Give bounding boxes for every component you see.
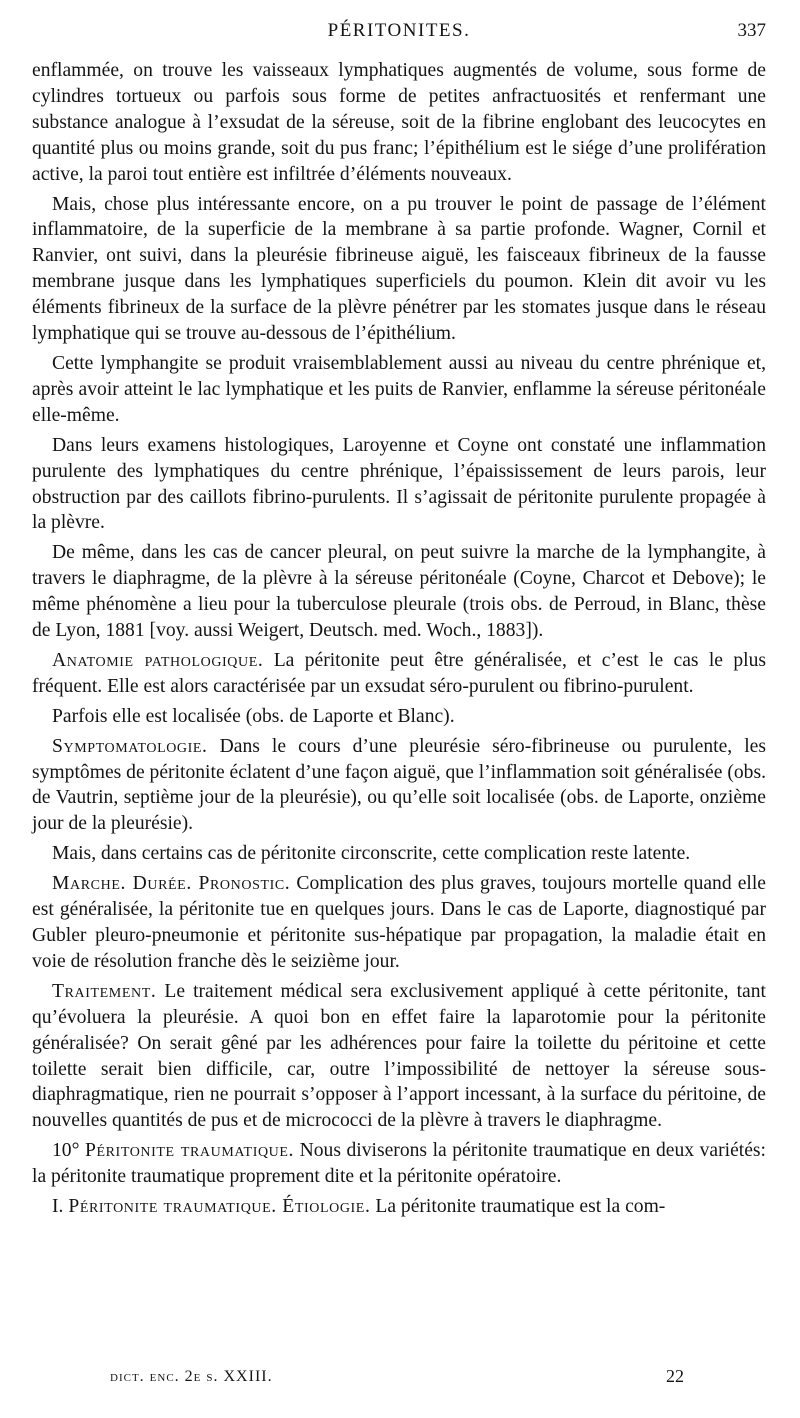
body-text	[32, 58, 766, 1224]
section-heading: Traitement.	[52, 980, 157, 1002]
paragraph-text: La péritonite traumatique est la com-	[370, 1196, 666, 1218]
section-marche-duree-pronostic	[32, 871, 766, 975]
section-peritonite-traumatique-etiologie	[32, 1194, 766, 1220]
running-head	[32, 20, 766, 46]
sheet-number: 22	[666, 1366, 684, 1386]
section-heading: Péritonite traumatique. Étiologie.	[68, 1196, 371, 1218]
paragraph-2	[32, 192, 766, 347]
paragraph-text: Cette lymphangite se produit vraisemblablement aussi au niveau du centre phrénique et, après avoir atteint le lac lymphatique et les puits de Ranvier, enflamme la séreuse péritonéale elle-même.	[32, 352, 766, 426]
paragraph-1	[32, 58, 766, 188]
paragraph-text: Complication des plus graves, toujours mortelle quand elle est généralisée, la péritonite tue en quelques jours. Dans le cas de Laporte, diagnostiqué par Gubler pleuro-pneumonie et péritonite sus-hépatique par propagation, la maladie était en voie de résolution franche dès le seizième jour.	[32, 873, 766, 972]
document-page	[32, 0, 766, 1418]
paragraph-text: Nous diviserons la péritonite traumatique en deux variétés: la péritonite traumatique proprement dite et la péritonite opératoire.	[32, 1140, 767, 1188]
paragraph-text: Mais, dans certains cas de péritonite circonscrite, cette complication reste latente.	[52, 843, 691, 865]
paragraph-5	[32, 540, 766, 644]
section-peritonite-traumatique	[32, 1138, 766, 1190]
paragraph-text: Dans le cours d’une pleurésie séro-fibrineuse ou purulente, les symptômes de péritonite éclatent d’une façon aiguë, que l’inflammation soit généralisée (obs. de Vautrin, septième jour de la pleurésie), ou qu’elle soit localisée (obs. de Laporte, onzième jour de la pleurésie).	[32, 735, 766, 835]
signature-mark: dict. enc. 2e s. XXIII.	[110, 1368, 273, 1385]
paragraph-text: Mais, chose plus intéressante encore, on a pu trouver le point de passage de l’élément inflammatoire, de la superficie de la membrane à sa partie profonde. Wagner, Cornil et Ranvier, ont suivi, dans la pleurésie fibrineuse aiguë, les faisceaux fibrineux de la fausse membrane jusque dans les lymphatiques superficiels du poumon. Klein dit avoir vu les éléments fibrineux de la surface de la plèvre pénétrer par les stomates jusque dans le réseau lymphatique qui se trouve au-dessous de l’épithélium.	[32, 193, 766, 345]
paragraph-4	[32, 433, 766, 537]
section-number: 10°	[52, 1140, 85, 1162]
section-anatomie-pathologique	[32, 648, 766, 700]
paragraph-text: De même, dans les cas de cancer pleural, on peut suivre la marche de la lymphangite, à travers le diaphragme, de la plèvre à la séreuse péritonéale (Coyne, Charcot et Debove); le même phénomène a lieu pour la tuberculose pleurale (trois obs. de Perroud, in Blanc, thèse de Lyon, 1881 [voy. aussi Weigert, Deutsch. med. Woch., 1883]).	[32, 542, 766, 642]
section-symptomatologie	[32, 734, 766, 838]
paragraph-text: Parfois elle est localisée (obs. de Laporte et Blanc).	[52, 705, 455, 727]
paragraph-text: La péritonite peut être généralisée, et c’est le cas le plus fréquent. Elle est alors caractérisée par un exsudat séro-purulent ou fibrino-purulent.	[32, 649, 766, 697]
paragraph-7	[32, 704, 766, 730]
page-number: 337	[737, 20, 766, 41]
section-number: I.	[52, 1196, 69, 1218]
paragraph-9	[32, 841, 766, 867]
section-traitement	[32, 979, 766, 1134]
paragraph-text: enflammée, on trouve les vaisseaux lymphatiques augmentés de volume, sous forme de cylindres tortueux ou parfois sous forme de petites anfractuosités et renfermant une substance analogue à l’exsudat de la séreuse, soit de la fibrine englobant des leucocytes en quantité plus ou moins grande, soit du pus franc; l’épithélium est le siége d’une prolifération active, la paroi tout entière est infiltrée d’éléments nouveaux.	[32, 60, 766, 185]
section-heading: Péritonite traumatique.	[84, 1140, 295, 1162]
paragraph-text: Dans leurs examens histologiques, Laroyenne et Coyne ont constaté une inflammation purulente des lymphatiques du centre phrénique, l’épaississement de leurs parois, leur obstruction par des caillots fibrino-purulents. Il s’agissait de péritonite purulente propagée à la plèvre.	[32, 434, 766, 534]
running-title: PÉRITONITES.	[327, 20, 471, 41]
section-heading: Marche. Durée. Pronostic.	[52, 873, 291, 895]
page-footer	[32, 1368, 766, 1392]
paragraph-text: Le traitement médical sera exclusivement appliqué à cette péritonite, tant qu’évoluera la pleurésie. A quoi bon en effet faire la laparotomie pour la péritonite généralisée? On serait gêné par les adhérences pour faire la toilette du péritoine et cette toilette serait bien difficile, car, outre l’impossibilité de nettoyer la séreuse sous-diaphragmatique, rien ne pourrait s’opposer à l’apport incessant, à la surface du péritoine, de nouvelles quantités de pus et de micrococci de la plèvre à travers le diaphragme.	[32, 980, 766, 1132]
paragraph-3	[32, 351, 766, 429]
section-heading: Anatomie pathologique.	[52, 649, 264, 671]
section-heading: Symptomatologie.	[52, 735, 208, 757]
